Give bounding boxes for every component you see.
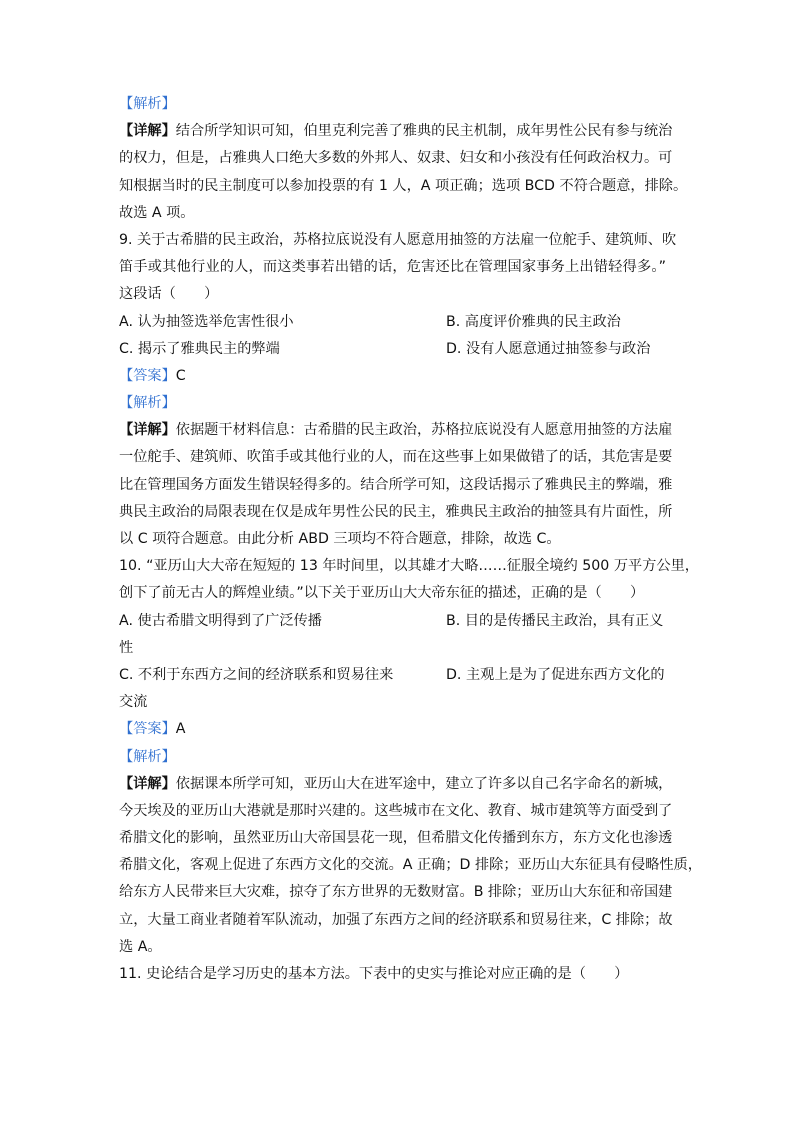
q9-option-c: C. 揭示了雅典民主的弊端 (119, 340, 280, 357)
q10-detail-line: 选 A。 (119, 938, 162, 955)
q10-option-b: B. 目的是传播民主政治，具有正义 (446, 612, 664, 629)
q10-detail-line: 希腊文化，客观上促进了东西方文化的交流。A 正确；D 排除；亚历山大东征具有侵略性质， (119, 857, 702, 874)
q10-options-row (119, 608, 666, 635)
q10-stem-line: 创下了前无古人的辉煌业绩。”以下关于亚历山大大帝东征的描述，正确的是（ ） (119, 585, 645, 602)
q10-answer: 【答案】A (119, 721, 186, 738)
q8-detail-line: 的权力，但是，占雅典人口绝大多数的外邦人、奴隶、妇女和小孩没有任何政治权力。可 (119, 150, 673, 167)
q8-detail-line: 故选 A 项。 (119, 204, 195, 221)
q10-options-row (119, 662, 666, 689)
q9-detail-line: 一位舵手、建筑师、吹笛手或其他行业的人，而在这些事上如果做错了的话，其危害是要 (119, 449, 673, 466)
q9-option-a: A. 认为抽签选举危害性很小 (119, 313, 294, 330)
q10-detail-line: 【详解】依据课本所学可知，亚历山大在进军途中，建立了许多以自己名字命名的新城， (119, 775, 673, 792)
q9-option-d: D. 没有人愿意通过抽签参与政治 (446, 340, 651, 357)
q9-options-row (119, 336, 666, 363)
q10-option-c: C. 不利于东西方之间的经济联系和贸易往来 (119, 666, 394, 683)
q10-detail-line: 给东方人民带来巨大灾难，掠夺了东方世界的无数财富。B 排除；亚历山大东征和帝国建 (119, 884, 673, 901)
q9-detail-line: 以 C 项符合题意。由此分析 ABD 三项均不符合题意，排除，故选 C。 (119, 531, 561, 547)
analysis-tag: 【解析】 (119, 748, 176, 765)
q9-stem-line: 笛手或其他行业的人，而这类事若出错的话，危害还比在管理国家事务上出错轻得多。” (119, 259, 666, 276)
q10-detail-line: 希腊文化的影响，虽然亚历山大帝国昙花一现，但希腊文化传播到东方，东方文化也渗透 (119, 830, 673, 847)
q8-detail-line: 【详解】结合所学知识可知，伯里克利完善了雅典的民主机制，成年男性公民有参与统治 (119, 123, 673, 140)
q9-detail-line: 【详解】依据题干材料信息：古希腊的民主政治，苏格拉底说没有人愿意用抽签的方法雇 (119, 422, 673, 439)
q10-detail-line: 立，大量工商业者随着军队流动，加强了东西方之间的经济联系和贸易往来，C 排除；故 (119, 911, 673, 928)
answer-tag: 【答案】 (119, 721, 176, 738)
q9-stem-line: 9. 关于古希腊的民主政治，苏格拉底说没有人愿意用抽签的方法雇一位舵手、建筑师、吹 (119, 231, 677, 248)
analysis-tag: 【解析】 (119, 395, 176, 412)
q9-stem-line: 这段话（ ） (119, 286, 219, 303)
q9-option-b: B. 高度评价雅典的民主政治 (446, 313, 621, 330)
q8-detail-line: 知根据当时的民主制度可以参加投票的有 1 人，A 项正确；选项 BCD 不符合题意，排除。 (119, 177, 688, 194)
document-page (119, 91, 702, 988)
detail-tag: 【详解】 (119, 775, 176, 792)
q10-option-a: A. 使古希腊文明得到了广泛传播 (119, 612, 322, 629)
q10-detail-line: 今天埃及的亚历山大港就是那时兴建的。这些城市在文化、教育、城市建筑等方面受到了 (119, 802, 673, 819)
q9-detail-line: 比在管理国务方面发生错误轻得多的。结合所学可知，这段话揭示了雅典民主的弊端，雅 (119, 476, 673, 493)
detail-tag: 【详解】 (119, 123, 176, 140)
q10-option-d: D. 主观上是为了促进东西方文化的 (446, 666, 665, 683)
q9-answer: 【答案】C (119, 367, 186, 384)
answer-tag: 【答案】 (119, 367, 176, 384)
q10-option-d-wrap: 交流 (119, 694, 148, 711)
q9-detail-line: 典民主政治的局限表现在仅是成年男性公民的民主，雅典民主政治的抽签具有片面性，所 (119, 503, 673, 520)
detail-tag: 【详解】 (119, 422, 176, 439)
analysis-tag: 【解析】 (119, 96, 176, 112)
q11-stem: 11. 史论结合是学习历史的基本方法。下表中的史实与推论对应正确的是（ ） (119, 966, 629, 982)
q10-option-b-wrap: 性 (119, 639, 134, 656)
q10-stem-line: 10. “亚历山大大帝在短短的 13 年时间里，以其雄才大略……征服全境约 500 万平方公里， (119, 558, 699, 575)
q9-options-row (119, 309, 666, 336)
